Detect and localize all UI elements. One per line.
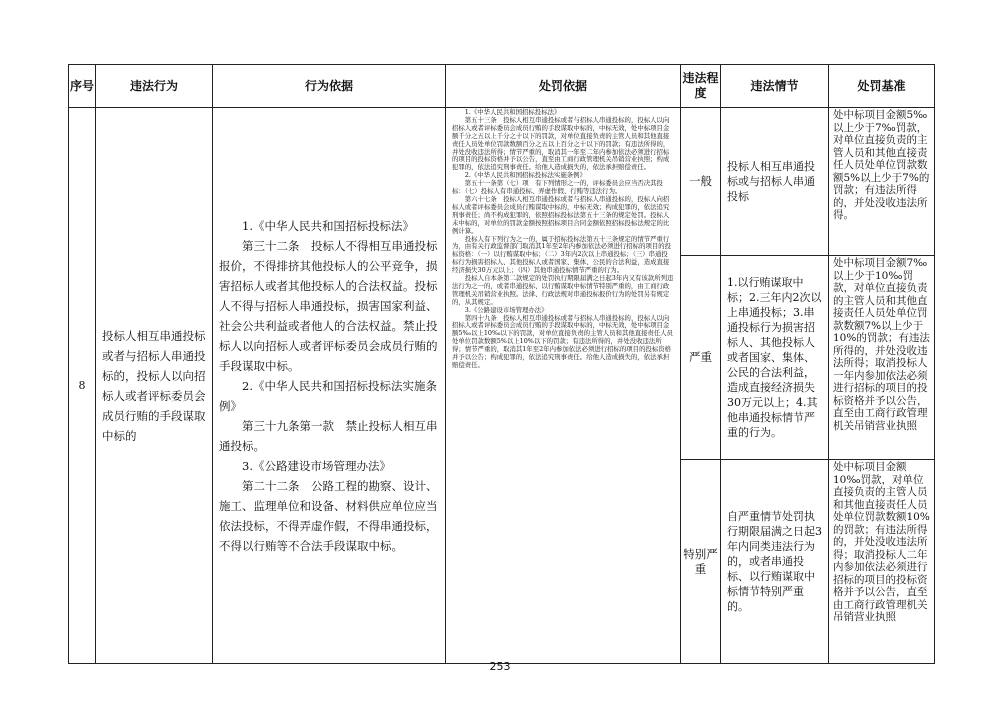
basis-law-title-2: 2.《中华人民共和国招标投标法实施条例》 — [219, 378, 437, 413]
basis-law-title-3: 3.《公路建设市场管理办法》 — [242, 458, 391, 473]
degree-general: 一般 — [681, 108, 721, 256]
header-basis: 行为依据 — [213, 65, 446, 108]
page-number: 253 — [489, 660, 511, 673]
header-degree: 违法程度 — [681, 65, 721, 108]
circumstance-especially-serious: 自严重情节处罚执行期限届满之日起3年内同类违法行为的，或者串通投标、以行贿谋取中标情节特别严重的。 — [721, 460, 829, 664]
header-penalty-basis: 处罚依据 — [446, 65, 681, 108]
penalty-article-67-para-2: 投标人有下列行为之一的，属于招标投标法第五十三条规定的情节严重行为，由有关行政监督部门取消其1年至2年内参加依法必须进行招标的项目的投标资格：（一）以行贿谋取中标；（二）3年内2次以上串通投标；（三）串通投标行为损害招标人、其他投标人或者国家、集体、公民的合法利益，造成直接经济损失30万元以上；（四）其他串通投标情节严重的行为。 — [452, 234, 672, 275]
basis-article-3: 第二十二条 公路工程的勘察、设计、施工、监理单位和设备、材料供应单位应当依法投标，不得弄虚作假，不得串通投标，不得以行贿等不合法手段谋取中标。 — [219, 478, 438, 553]
row-seq: 8 — [69, 108, 96, 664]
penalty-article-53: 第五十三条 投标人相互串通投标或者与招标人串通投标的，投标人以向招标人或者评标委员会成员行贿的手段谋取中标的，中标无效，处中标项目金额千分之五以上千分之十以下的罚款，对单位直接负责的主管人员和其他直接责任人员处单位罚款数额百分之五以上百分之十以下的罚款；有违法所得的，并处没收违法所得；情节严重的，取消其一年至二年内参加依法必须进行招标的项目的投标资格并予以公告，直至由工商行政管理机关吊销营业执照；构成犯罪的，依法追究刑事责任。给他人造成损失的，依法承担赔偿责任。 — [452, 115, 670, 172]
row-violation: 投标人相互串通投标或者与招标人串通投标的，投标人以向招标人或者评标委员会成员行贿的手段谋取中标的 — [96, 108, 213, 664]
row-penalty-basis — [446, 108, 681, 664]
penalty-article-49: 第四十九条 投标人相互串通投标或者与招标人串通投标的，投标人以向招标人或者评标委员会成员行贿的手段谋取中标的，中标无效，处中标项目金额5‰以上10‰以下的罚款，对单位直接负责的主管人员和其他直接责任人员处单位罚款数额5%以上10%以下的罚款；有违法所得的，并处没收违法所得；情节严重的，取消其1年至2年内参加依法必须进行招标的项目的投标资格并予以公告；构成犯罪的，依法追究刑事责任。给他人造成损失的，依法承担赔偿责任。 — [452, 313, 674, 369]
penalty-law-title-2: 2.《中华人民共和国招标投标法实施条例》 — [464, 171, 586, 180]
standard-especially-serious: 处中标项目金额10‰罚款，对单位直接负责的主管人员和其他直接责任人员处单位罚款数额10%的罚款；有违法所得的，并处没收违法所得；取消投标人二年内参加依法必须进行招标的项目的投标资格并予以公告，直至由工商行政管理机关吊销营业执照 — [829, 460, 935, 664]
penalty-article-67: 第六十七条 投标人相互串通投标或者与招标人串通投标的，投标人向招标人或者评标委员会成员行贿谋取中标的，中标无效；构成犯罪的，依法追究刑事责任；尚不构成犯罪的，依照招标投标法第五十三条的规定处罚。投标人未中标的，对单位的罚款金额按照招标项目合同金额依照招标投标法规定的比例计算。 — [452, 194, 670, 235]
header-action: 违法行为 — [96, 65, 213, 108]
table-header-row — [69, 65, 935, 108]
degree-serious: 严重 — [681, 256, 721, 460]
table-row — [69, 108, 935, 256]
basis-article-2: 第三十九条第一款 禁止投标人相互串通投标。 — [219, 418, 438, 453]
header-circumstance: 违法情节 — [721, 65, 829, 108]
standard-general: 处中标项目金额5‰以上少于7‰罚款，对单位直接负责的主管人员和其他直接责任人员处单位罚款数额5%以上少于7%的罚款；有违法所得的，并处没收违法所得。 — [829, 108, 935, 256]
penalty-article-51: 第五十一条第（七）项 有下列情形之一的，评标委员会应当否决其投标：（七）投标人有串通投标、弄虚作假、行贿等违法行为。 — [452, 179, 663, 196]
penalty-law-title-3: 3.《公路建设市场管理办法》 — [464, 305, 548, 314]
circumstance-serious: 1.以行贿谋取中标；2.三年内2次以上串通投标；3.串通投标行为损害招标人、其他投标人或者国家、集体、公民的合法利益，造成直接经济损失30万元以上；4.其他串通投标情节严重的行为。 — [721, 256, 829, 460]
row-basis — [213, 108, 446, 664]
header-seq: 序号 — [69, 65, 96, 108]
degree-especially-serious: 特别严重 — [681, 460, 721, 664]
header-standard: 处罚基准 — [829, 65, 935, 108]
basis-article-1: 第三十二条 投标人不得相互串通投标报价，不得排挤其他投标人的公平竞争，损害招标人或者其他投标人的合法权益。投标人不得与招标人串通投标，损害国家利益、社会公共利益或者他人的合法权益。禁止投标人以向招标人或者评标委员会成员行贿的手段谋取中标。 — [219, 238, 438, 373]
penalty-law-title-1: 1.《中华人民共和国招标投标法》 — [464, 108, 561, 116]
basis-law-title-1: 1.《中华人民共和国招标投标法》 — [242, 218, 414, 233]
penalty-article-67-para-3: 投标人自本条第二款规定的处罚执行期限届满之日起3年内又有该款所列违法行为之一的，或者串通投标、以行贿谋取中标情节特别严重的，由工商行政管理机关吊销营业执照。法律、行政法规对串通投标报价行为的处罚另有规定的，从其规定。 — [452, 274, 674, 306]
penalty-standard-table — [68, 64, 935, 664]
circumstance-general: 投标人相互串通投标或与招标人串通投标 — [721, 108, 829, 256]
standard-serious: 处中标项目金额7‰以上少于10‰罚款，对单位直接负责的主管人员和其他直接责任人员处单位罚款数额7%以上少于10%的罚款；有违法所得的，并处没收违法所得；取消投标人一年内参加依法必须进行招标的项目的投标资格并予以公告，直至由工商行政管理机关吊销营业执照 — [829, 256, 935, 460]
